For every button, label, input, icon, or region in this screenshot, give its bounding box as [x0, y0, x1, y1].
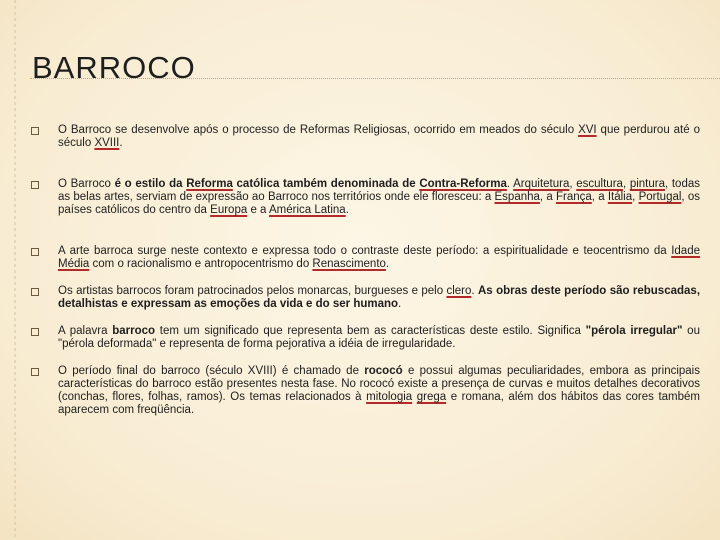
square-bullet-icon	[31, 248, 39, 256]
link-europa[interactable]: Europa	[210, 204, 248, 216]
bullet-item	[28, 245, 700, 271]
link-xvi[interactable]: XVI	[578, 124, 597, 136]
link-xviii[interactable]: XVIII	[94, 137, 120, 149]
bullet-text: O período final do barroco (século XVIII) é chamado de rococó e possui algumas peculiaridades, embora as principais características do barroco estão presentes nesta fase. No rococó existe a presença de curvas e muitos detalhes decorativos (conchas, flores, folhas, ramos). Os temas relacionados à mitologia grega e romana, além dos hábitos das cores também aparecem com freqüência.	[58, 365, 700, 416]
decorative-side-line	[14, 0, 16, 540]
square-bullet-icon	[31, 181, 39, 189]
square-bullet-icon	[31, 288, 39, 296]
bullet-item	[28, 178, 700, 217]
bullet-item	[28, 124, 700, 150]
link-pintura[interactable]: pintura	[629, 178, 665, 190]
link-espanha[interactable]: Espanha	[494, 191, 540, 203]
bullet-list	[28, 124, 700, 417]
link-mitologia[interactable]: mitologia	[366, 391, 413, 403]
bullet-item	[28, 325, 700, 351]
link-reforma[interactable]: Reforma	[186, 178, 233, 190]
bullet-text: A palavra barroco tem um significado que representa bem as características deste estilo. Significa "pérola irregular" ou "pérola deformada" e representa de forma pejorativa a idéia de irregularidade.	[58, 325, 700, 350]
link-renascimento[interactable]: Renascimento	[312, 258, 386, 270]
link-idade-media[interactable]: Idade Média	[58, 245, 700, 270]
link-italia[interactable]: Itália	[607, 191, 633, 203]
link-contra-reforma[interactable]: Contra-Reforma	[419, 178, 507, 190]
square-bullet-icon	[31, 368, 39, 376]
link-america-latina[interactable]: América Latina	[269, 204, 346, 216]
bullet-item	[28, 365, 700, 417]
square-bullet-icon	[31, 328, 39, 336]
link-portugal[interactable]: Portugal	[638, 191, 682, 203]
link-grega[interactable]: grega	[416, 391, 447, 403]
square-bullet-icon	[31, 127, 39, 135]
title-divider	[30, 78, 720, 79]
link-arquitetura[interactable]: Arquitetura	[513, 178, 570, 190]
bullet-text: O Barroco se desenvolve após o processo de Reformas Religiosas, ocorrido em meados do século XVI que perdurou até o século XVIII.	[58, 124, 700, 149]
link-clero[interactable]: clero	[446, 285, 472, 297]
link-escultura[interactable]: escultura	[576, 178, 623, 190]
bullet-text: Os artistas barrocos foram patrocinados pelos monarcas, burgueses e pelo clero. As obras deste período são rebuscadas, detalhistas e expressam as emoções da vida e do ser humano.	[58, 285, 701, 310]
bullet-text: A arte barroca surge neste contexto e expressa todo o contraste deste período: a espiritualidade e teocentrismo da Idade Média com o racionalismo e antropocentrismo do Renascimento.	[58, 245, 700, 270]
bullet-item	[28, 285, 700, 311]
bullet-text: O Barroco é o estilo da Reforma católica também denominada de Contra-Reforma. Arquitetura, escultura, pintura, todas as belas artes, serviam de expressão ao Barroco nos territórios onde ele floresceu: a Espanha, a França, a Itália, Portugal, os países católicos do centro da Europa e a América Latina.	[58, 178, 700, 216]
link-franca[interactable]: França	[555, 191, 592, 203]
slide-title: BARROCO	[32, 50, 196, 85]
